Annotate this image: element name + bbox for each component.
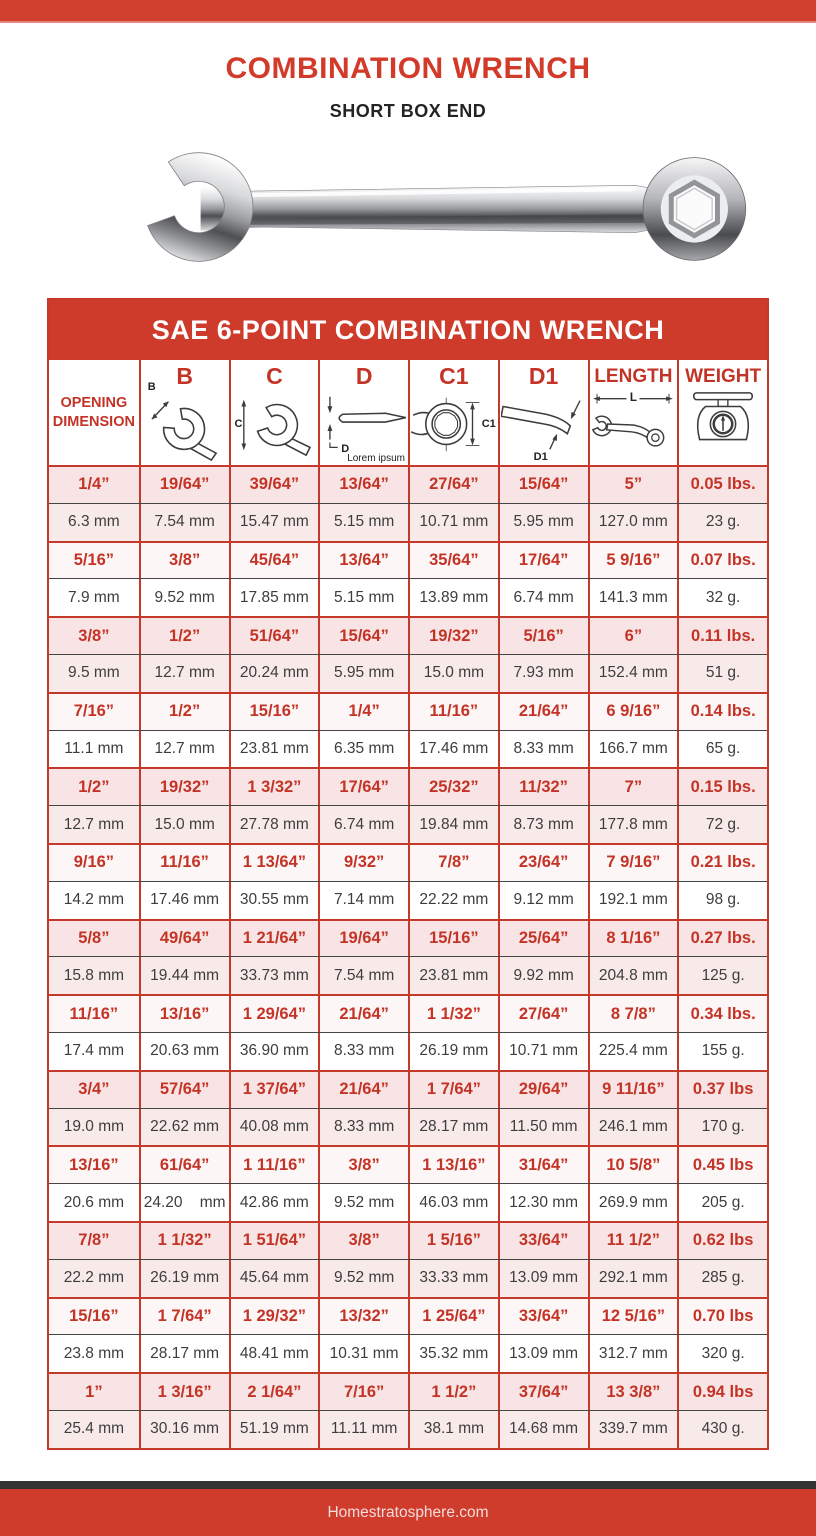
table-cell: 2 1/64” <box>229 1374 319 1410</box>
table-cell: 15/16” <box>408 921 498 957</box>
table-cell: 17.46 mm <box>408 731 498 768</box>
table-cell: 3/8” <box>78 626 110 645</box>
table-cell: 22.62 mm <box>139 1109 229 1146</box>
column-label: B <box>176 363 193 389</box>
table-cell: 11/32” <box>498 769 588 805</box>
table-cell: 26.19 mm <box>408 1033 498 1070</box>
diagram-dimension-label: D1 <box>533 451 548 463</box>
table-cell: 13.09 mm <box>498 1335 588 1372</box>
table-cell: 23.81 mm <box>229 731 319 768</box>
table-cell: 61/64” <box>139 1147 229 1183</box>
table-cell: 19/64” <box>318 921 408 957</box>
table-cell: 6.74 mm <box>498 579 588 616</box>
table-cell: 11/16” <box>69 1004 119 1023</box>
table-cell: 72 g. <box>677 806 767 843</box>
table-cell: 177.8 mm <box>588 806 678 843</box>
table-cell: 0.21 lbs. <box>677 845 767 881</box>
table-cell: 6 9/16” <box>588 694 678 730</box>
table-row <box>49 956 767 994</box>
table-row <box>49 1108 767 1146</box>
table-cell: 28.17 mm <box>408 1109 498 1146</box>
table-cell: 15/16” <box>229 694 319 730</box>
table-cell: 9.52 mm <box>139 579 229 616</box>
table-cell: 12 5/16” <box>588 1299 678 1335</box>
table-cell: 51.19 mm <box>229 1411 319 1448</box>
table-cell: 29/64” <box>498 1072 588 1108</box>
table-cell: 0.27 lbs. <box>677 921 767 957</box>
table-cell: 3/8” <box>318 1223 408 1259</box>
table-cell: 10 5/8” <box>588 1147 678 1183</box>
table-cell: 320 g. <box>677 1335 767 1372</box>
table-cell: 0.11 lbs. <box>677 618 767 654</box>
table-cell: 246.1 mm <box>588 1109 678 1146</box>
table-cell: 38.1 mm <box>408 1411 498 1448</box>
table-cell: 23/64” <box>498 845 588 881</box>
table-cell: 1 3/32” <box>229 769 319 805</box>
column-label: D <box>355 363 373 389</box>
footer-site-text: Homestratosphere.com <box>327 1503 489 1521</box>
table-cell: 22.2 mm <box>63 1269 125 1287</box>
table-cell: 12.7 mm <box>139 731 229 768</box>
table-row <box>49 1070 767 1108</box>
table-cell: 285 g. <box>677 1260 767 1297</box>
open-end-height-diagram <box>231 387 317 461</box>
table-cell: 125 g. <box>677 957 767 994</box>
table-cell: 1 13/16” <box>408 1147 498 1183</box>
column-header-c <box>229 360 319 465</box>
table-cell: 5.95 mm <box>498 504 588 541</box>
table-cell: 22.22 mm <box>408 882 498 919</box>
table-cell: 166.7 mm <box>588 731 678 768</box>
table-cell: 13/32” <box>318 1299 408 1335</box>
table-cell: 155 g. <box>677 1033 767 1070</box>
column-header-d1 <box>498 360 588 465</box>
table-cell: 25/32” <box>408 769 498 805</box>
column-label: C1 <box>439 363 469 389</box>
table-cell: 1/4” <box>78 475 110 494</box>
table-cell: 23.81 mm <box>408 957 498 994</box>
table-cell: 6.3 mm <box>68 513 120 531</box>
column-header-opening-dimension <box>49 360 139 465</box>
table-cell: 27/64” <box>408 467 498 503</box>
table-cell: 1 25/64” <box>408 1299 498 1335</box>
table-cell: 98 g. <box>677 882 767 919</box>
table-row <box>49 578 767 616</box>
diagram-dimension-label: C <box>234 418 243 430</box>
table-cell: 15/16” <box>69 1306 119 1325</box>
table-cell: 17.85 mm <box>229 579 319 616</box>
column-header-d <box>318 360 408 465</box>
table-cell: 30.16 mm <box>139 1411 229 1448</box>
table-row <box>49 654 767 692</box>
table-cell: 33/64” <box>498 1299 588 1335</box>
table-cell: 30.55 mm <box>229 882 319 919</box>
table-cell: 26.19 mm <box>139 1260 229 1297</box>
table-cell: 1/2” <box>139 618 229 654</box>
table-cell: 12.7 mm <box>139 655 229 692</box>
table-cell: 8.33 mm <box>498 731 588 768</box>
table-cell: 31/64” <box>498 1147 588 1183</box>
table-cell: 152.4 mm <box>588 655 678 692</box>
table-cell: 5.15 mm <box>318 579 408 616</box>
table-cell: 0.70 lbs <box>677 1299 767 1335</box>
table-cell: 15.47 mm <box>229 504 319 541</box>
table-cell: 33.73 mm <box>229 957 319 994</box>
table-title: SAE 6-POINT COMBINATION WRENCH <box>49 300 767 360</box>
table-cell: 25.4 mm <box>63 1420 125 1438</box>
table-cell: 269.9 mm <box>588 1184 678 1221</box>
table-cell: 27/64” <box>498 996 588 1032</box>
diagram-dimension-label: D <box>341 443 350 455</box>
table-cell: 339.7 mm <box>588 1411 678 1448</box>
table-cell: 19/32” <box>139 769 229 805</box>
column-label: OPENING DIMENSION <box>52 394 135 430</box>
table-row <box>49 730 767 768</box>
table-cell: 23.8 mm <box>63 1344 125 1362</box>
wrench-size-table <box>47 298 769 1450</box>
table-cell: 19.0 mm <box>63 1117 125 1135</box>
footer-divider <box>0 1481 816 1489</box>
table-cell: 7 9/16” <box>588 845 678 881</box>
table-cell: 15/64” <box>498 467 588 503</box>
table-cell: 20.63 mm <box>139 1033 229 1070</box>
table-cell: 1 21/64” <box>229 921 319 957</box>
column-label: LENGTH <box>594 366 673 387</box>
table-cell: 8 7/8” <box>588 996 678 1032</box>
table-cell: 0.37 lbs <box>677 1072 767 1108</box>
table-cell: 8.33 mm <box>318 1033 408 1070</box>
diagram-dimension-label: C1 <box>481 418 496 430</box>
table-cell: 19.44 mm <box>139 957 229 994</box>
table-cell: 40.08 mm <box>229 1109 319 1146</box>
table-cell: 33/64” <box>498 1223 588 1259</box>
table-cell: 1 11/16” <box>229 1147 319 1183</box>
column-header-b <box>139 360 229 465</box>
table-cell: 1 7/64” <box>408 1072 498 1108</box>
table-cell: 36.90 mm <box>229 1033 319 1070</box>
table-row <box>49 881 767 919</box>
table-cell: 6” <box>588 618 678 654</box>
table-body <box>49 465 767 1448</box>
combination-wrench-illustration <box>38 130 778 288</box>
table-cell: 1 29/64” <box>229 996 319 1032</box>
table-cell: 7/16” <box>73 702 115 721</box>
table-cell: 9 11/16” <box>588 1072 678 1108</box>
column-header-c1 <box>408 360 498 465</box>
table-cell: 13 3/8” <box>588 1374 678 1410</box>
table-row <box>49 767 767 805</box>
table-cell: 8 1/16” <box>588 921 678 957</box>
diagram-dimension-label: B <box>147 381 156 393</box>
table-cell: 3/4” <box>78 1080 110 1099</box>
column-header-weight <box>677 360 767 465</box>
table-cell: 0.14 lbs. <box>677 694 767 730</box>
table-cell: 21/64” <box>318 996 408 1032</box>
table-row <box>49 1259 767 1297</box>
table-cell: 5” <box>588 467 678 503</box>
table-cell: 11/16” <box>408 694 498 730</box>
table-cell: 1 7/64” <box>139 1299 229 1335</box>
table-cell: 1 1/32” <box>139 1223 229 1259</box>
table-row <box>49 1183 767 1221</box>
table-cell: 19.84 mm <box>408 806 498 843</box>
table-cell: 7.54 mm <box>139 504 229 541</box>
table-cell: 25/64” <box>498 921 588 957</box>
table-cell: 127.0 mm <box>588 504 678 541</box>
table-cell: 39/64” <box>229 467 319 503</box>
table-cell: 1/2” <box>78 777 110 796</box>
table-cell: 1 29/32” <box>229 1299 319 1335</box>
table-cell: 19/32” <box>408 618 498 654</box>
table-cell: 7.54 mm <box>318 957 408 994</box>
table-cell: 9.52 mm <box>318 1260 408 1297</box>
table-cell: 13/64” <box>318 543 408 579</box>
table-cell: 35/64” <box>408 543 498 579</box>
table-row <box>49 1297 767 1335</box>
diagram-dimension-label: L <box>627 392 640 404</box>
table-cell: 9.5 mm <box>68 664 120 682</box>
table-row <box>49 465 767 503</box>
table-cell: 9/32” <box>318 845 408 881</box>
table-cell: 192.1 mm <box>588 882 678 919</box>
table-cell: 1 1/32” <box>408 996 498 1032</box>
table-cell: 13/16” <box>139 996 229 1032</box>
table-row <box>49 541 767 579</box>
table-cell: 1/4” <box>318 694 408 730</box>
table-cell: 12.7 mm <box>63 815 125 833</box>
table-cell: 32 g. <box>677 579 767 616</box>
table-cell: 7.14 mm <box>318 882 408 919</box>
table-cell: 1 5/16” <box>408 1223 498 1259</box>
table-cell: 45/64” <box>229 543 319 579</box>
table-row <box>49 994 767 1032</box>
diagram-note: Lorem ipsum <box>347 453 405 464</box>
table-cell: 3/8” <box>318 1147 408 1183</box>
table-cell: 430 g. <box>677 1411 767 1448</box>
table-cell: 1/2” <box>139 694 229 730</box>
page-title: COMBINATION WRENCH <box>225 52 591 85</box>
column-header-length <box>588 360 678 465</box>
shank-thickness-diagram <box>321 387 407 461</box>
table-row <box>49 1032 767 1070</box>
table-cell: 20.24 mm <box>229 655 319 692</box>
table-row <box>49 919 767 957</box>
table-cell: 5 9/16” <box>588 543 678 579</box>
table-cell: 225.4 mm <box>588 1033 678 1070</box>
table-cell: 7.93 mm <box>498 655 588 692</box>
table-cell: 204.8 mm <box>588 957 678 994</box>
table-cell: 15.8 mm <box>63 966 125 984</box>
table-cell: 9/16” <box>73 853 115 872</box>
table-cell: 20.6 mm <box>63 1193 125 1211</box>
table-cell: 9.12 mm <box>498 882 588 919</box>
table-cell: 3/8” <box>139 543 229 579</box>
table-cell: 51 g. <box>677 655 767 692</box>
table-cell: 24.20 mm <box>139 1184 229 1221</box>
table-cell: 5/16” <box>498 618 588 654</box>
table-cell: 11.11 mm <box>318 1411 408 1448</box>
column-label: WEIGHT <box>685 366 762 387</box>
table-cell: 51/64” <box>229 618 319 654</box>
table-cell: 5/16” <box>73 550 115 569</box>
table-cell: 1 3/16” <box>139 1374 229 1410</box>
table-cell: 10.71 mm <box>498 1033 588 1070</box>
table-cell: 57/64” <box>139 1072 229 1108</box>
table-cell: 141.3 mm <box>588 579 678 616</box>
table-cell: 1 37/64” <box>229 1072 319 1108</box>
table-cell: 21/64” <box>498 694 588 730</box>
table-row <box>49 1145 767 1183</box>
table-row <box>49 616 767 654</box>
table-cell: 9.52 mm <box>318 1184 408 1221</box>
table-cell: 48.41 mm <box>229 1335 319 1372</box>
table-cell: 8.73 mm <box>498 806 588 843</box>
table-cell: 312.7 mm <box>588 1335 678 1372</box>
table-cell: 28.17 mm <box>139 1335 229 1372</box>
table-cell: 205 g. <box>677 1184 767 1221</box>
table-cell: 11.1 mm <box>64 739 124 757</box>
table-cell: 7/8” <box>78 1231 110 1250</box>
table-cell: 5.15 mm <box>318 504 408 541</box>
table-cell: 17.46 mm <box>139 882 229 919</box>
table-cell: 1 13/64” <box>229 845 319 881</box>
table-cell: 17.4 mm <box>63 1042 125 1060</box>
table-cell: 0.94 lbs <box>677 1374 767 1410</box>
table-cell: 6.74 mm <box>318 806 408 843</box>
table-cell: 35.32 mm <box>408 1335 498 1372</box>
table-cell: 13/64” <box>318 467 408 503</box>
table-cell: 49/64” <box>139 921 229 957</box>
table-cell: 9.92 mm <box>498 957 588 994</box>
table-cell: 14.68 mm <box>498 1411 588 1448</box>
table-cell: 10.31 mm <box>318 1335 408 1372</box>
open-end-width-diagram <box>142 387 228 461</box>
table-cell: 0.07 lbs. <box>677 543 767 579</box>
table-cell: 17/64” <box>498 543 588 579</box>
top-accent-bar <box>0 0 816 23</box>
table-cell: 12.30 mm <box>498 1184 588 1221</box>
table-cell: 27.78 mm <box>229 806 319 843</box>
table-cell: 7/8” <box>408 845 498 881</box>
table-row <box>49 503 767 541</box>
table-cell: 11 1/2” <box>588 1223 678 1259</box>
table-cell: 15.0 mm <box>139 806 229 843</box>
column-label: D1 <box>528 363 559 389</box>
table-row <box>49 805 767 843</box>
table-cell: 15/64” <box>318 618 408 654</box>
table-cell: 6.35 mm <box>318 731 408 768</box>
table-cell: 19/64” <box>139 467 229 503</box>
table-cell: 5/8” <box>78 928 110 947</box>
table-row <box>49 1372 767 1410</box>
table-cell: 13.89 mm <box>408 579 498 616</box>
table-cell: 0.45 lbs <box>677 1147 767 1183</box>
table-cell: 13.09 mm <box>498 1260 588 1297</box>
table-cell: 23 g. <box>677 504 767 541</box>
table-cell: 33.33 mm <box>408 1260 498 1297</box>
table-header-row <box>49 360 767 465</box>
table-row <box>49 1221 767 1259</box>
table-cell: 1 1/2” <box>408 1374 498 1410</box>
column-label: C <box>266 363 283 389</box>
table-cell: 8.33 mm <box>318 1109 408 1146</box>
scale-icon <box>680 387 766 461</box>
table-cell: 1 51/64” <box>229 1223 319 1259</box>
table-cell: 65 g. <box>677 731 767 768</box>
table-cell: 0.34 lbs. <box>677 996 767 1032</box>
table-cell: 37/64” <box>498 1374 588 1410</box>
table-cell: 11.50 mm <box>498 1109 588 1146</box>
table-row <box>49 1334 767 1372</box>
table-cell: 0.15 lbs. <box>677 769 767 805</box>
table-cell: 7/16” <box>318 1374 408 1410</box>
table-cell: 17/64” <box>318 769 408 805</box>
table-row <box>49 1410 767 1448</box>
footer-bar <box>0 1489 816 1536</box>
page-subtitle: SHORT BOX END <box>329 101 487 121</box>
table-cell: 46.03 mm <box>408 1184 498 1221</box>
table-cell: 14.2 mm <box>63 891 125 909</box>
table-cell: 7.9 mm <box>68 588 120 606</box>
table-cell: 292.1 mm <box>588 1260 678 1297</box>
table-cell: 42.86 mm <box>229 1184 319 1221</box>
table-cell: 13/16” <box>69 1155 119 1174</box>
table-cell: 21/64” <box>318 1072 408 1108</box>
wrench-image <box>38 130 778 288</box>
table-cell: 15.0 mm <box>408 655 498 692</box>
table-cell: 0.05 lbs. <box>677 467 767 503</box>
box-shank-thickness-diagram <box>501 387 587 461</box>
table-cell: 5.95 mm <box>318 655 408 692</box>
table-cell: 11/16” <box>139 845 229 881</box>
table-cell: 0.62 lbs <box>677 1223 767 1259</box>
table-cell: 170 g. <box>677 1109 767 1146</box>
table-cell: 45.64 mm <box>229 1260 319 1297</box>
table-cell: 7” <box>588 769 678 805</box>
table-row <box>49 843 767 881</box>
table-row <box>49 692 767 730</box>
table-cell: 1” <box>85 1382 103 1401</box>
table-cell: 10.71 mm <box>408 504 498 541</box>
